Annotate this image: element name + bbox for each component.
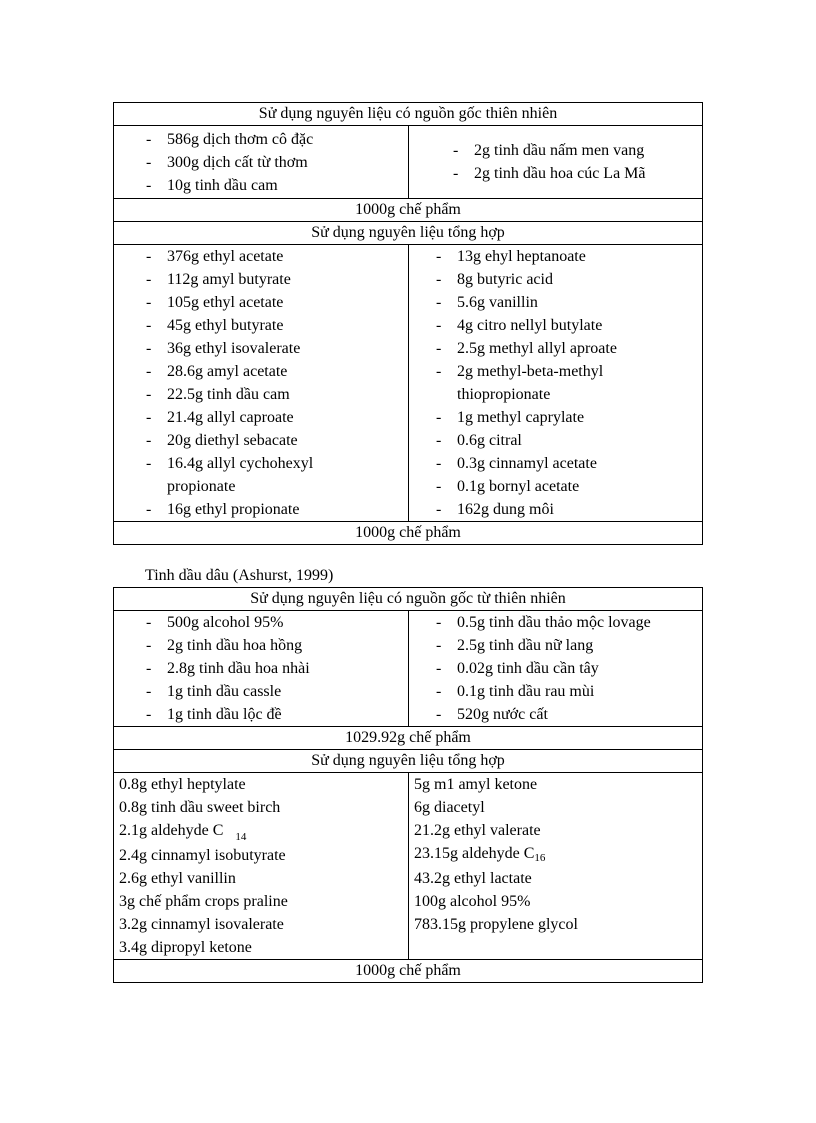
list-item: - 1g methyl caprylate	[404, 406, 702, 429]
list-item: - 2g tinh dầu nấm men vang	[421, 139, 702, 162]
list-item: 21.2g ethyl valerate	[414, 822, 541, 839]
table1-synthetic-left-list	[114, 245, 408, 521]
table1-synthetic-total: 1000g chế phẩm	[114, 522, 703, 545]
list-item: 2.4g cinnamyl isobutyrate	[119, 847, 286, 864]
list-item: - 1g tinh dầu cassle	[114, 680, 408, 703]
list-item: 6g diacetyl	[414, 799, 485, 816]
table2-natural-left-list	[114, 611, 408, 726]
list-item: - 1g tinh dầu lộc đề	[114, 703, 408, 726]
table2-natural-left-cell	[114, 611, 409, 727]
list-item: 3g chế phẩm crops praline	[119, 893, 288, 910]
list-item: 0.8g tinh dầu sweet birch	[119, 799, 281, 816]
list-item: 3.4g dipropyl ketone	[119, 939, 252, 956]
list-item: - 22.5g tinh dầu cam	[114, 383, 408, 406]
list-item: - 2g methyl-beta-methyl thiopropionate	[404, 360, 617, 406]
list-item: - 0.3g cinnamyl acetate	[404, 452, 702, 475]
table2-natural-right-cell	[409, 611, 703, 727]
list-item: - 2.5g methyl allyl aproate	[404, 337, 702, 360]
list-item: - 112g amyl butyrate	[114, 268, 408, 291]
table1-synthetic-right-list	[404, 245, 702, 521]
table2-synthetic-left-list	[114, 773, 408, 959]
list-item: - 8g butyric acid	[404, 268, 702, 291]
table1-natural-left-cell	[114, 126, 409, 199]
list-item: - 2g tinh dầu hoa hồng	[114, 634, 408, 657]
list-item: - 5.6g vanillin	[404, 291, 702, 314]
list-item: - 2g tinh dầu hoa cúc La Mã	[421, 162, 702, 185]
list-item	[119, 819, 408, 844]
list-item: - 36g ethyl isovalerate	[114, 337, 408, 360]
list-item: - 520g nước cất	[404, 703, 702, 726]
list-item: - 13g ehyl heptanoate	[404, 245, 702, 268]
table2-synthetic-right-list	[409, 773, 702, 936]
table2-synthetic-right-cell	[409, 773, 703, 960]
table1-synthetic-left-cell	[114, 245, 409, 522]
list-item: - 0.1g bornyl acetate	[404, 475, 702, 498]
list-item: 0.8g ethyl heptylate	[119, 776, 246, 793]
table1-natural-total: 1000g chế phẩm	[114, 199, 703, 222]
list-item: 2.6g ethyl vanillin	[119, 870, 236, 887]
aldehyde-c-label: 2.1g aldehyde C	[119, 822, 224, 839]
list-item: 100g alcohol 95%	[414, 893, 531, 910]
table1-natural-left-list	[114, 128, 408, 197]
list-item: 3.2g cinnamyl isovalerate	[119, 916, 284, 933]
list-item: 783.15g propylene glycol	[414, 916, 578, 933]
table-strawberry-formula	[113, 587, 703, 983]
table2-synthetic-header: Sử dụng nguyên liệu tổng hợp	[114, 750, 703, 773]
table1-synthetic-right-cell	[409, 245, 703, 522]
list-item: - 28.6g amyl acetate	[114, 360, 408, 383]
strawberry-caption: Tinh dầu dâu (Ashurst, 1999)	[145, 567, 334, 584]
list-item: - 162g dung môi	[404, 498, 702, 521]
list-item: - 0.5g tinh dầu thảo mộc lovage	[404, 611, 702, 634]
table1-natural-header: Sử dụng nguyên liệu có nguồn gốc thiên nhiên	[114, 103, 703, 126]
list-item: - 0.1g tinh dầu rau mùi	[404, 680, 702, 703]
list-item: - 376g ethyl acetate	[114, 245, 408, 268]
aldehyde-c-subscript: 16	[534, 852, 546, 864]
list-item: - 586g dịch thơm cô đặc	[114, 128, 408, 151]
list-item	[414, 842, 702, 867]
list-item: - 16g ethyl propionate	[114, 498, 408, 521]
table2-natural-right-list	[404, 611, 702, 726]
table-pineapple-formula	[113, 102, 703, 545]
table1-natural-right-cell	[409, 126, 703, 199]
table2-natural-total: 1029.92g chế phẩm	[114, 727, 703, 750]
list-item: - 2.5g tinh dầu nữ lang	[404, 634, 702, 657]
list-item: - 0.02g tinh dầu cần tây	[404, 657, 702, 680]
list-item: - 10g tinh dầu cam	[114, 174, 408, 197]
list-item: - 16.4g allyl cychohexyl propionate	[114, 452, 337, 498]
aldehyde-c-label: 23.15g aldehyde C	[414, 845, 535, 862]
list-item: - 21.4g allyl caproate	[114, 406, 408, 429]
list-item: - 45g ethyl butyrate	[114, 314, 408, 337]
list-item: - 20g diethyl sebacate	[114, 429, 408, 452]
table1-synthetic-header: Sử dụng nguyên liệu tổng hợp	[114, 222, 703, 245]
table2-synthetic-left-cell	[114, 773, 409, 960]
list-item: - 0.6g citral	[404, 429, 702, 452]
list-item: - 4g citro nellyl butylate	[404, 314, 702, 337]
list-item: - 2.8g tinh dầu hoa nhài	[114, 657, 408, 680]
aldehyde-c-subscript: 14	[235, 831, 247, 843]
list-item: - 105g ethyl acetate	[114, 291, 408, 314]
table1-natural-right-list	[409, 139, 702, 185]
table2-synthetic-total: 1000g chế phẩm	[114, 960, 703, 983]
table2-natural-header: Sử dụng nguyên liệu có nguồn gốc từ thiên nhiên	[114, 588, 703, 611]
list-item: 5g m1 amyl ketone	[414, 776, 538, 793]
list-item: - 300g dịch cất từ thơm	[114, 151, 408, 174]
list-item: 43.2g ethyl lactate	[414, 870, 532, 887]
list-item: - 500g alcohol 95%	[114, 611, 408, 634]
